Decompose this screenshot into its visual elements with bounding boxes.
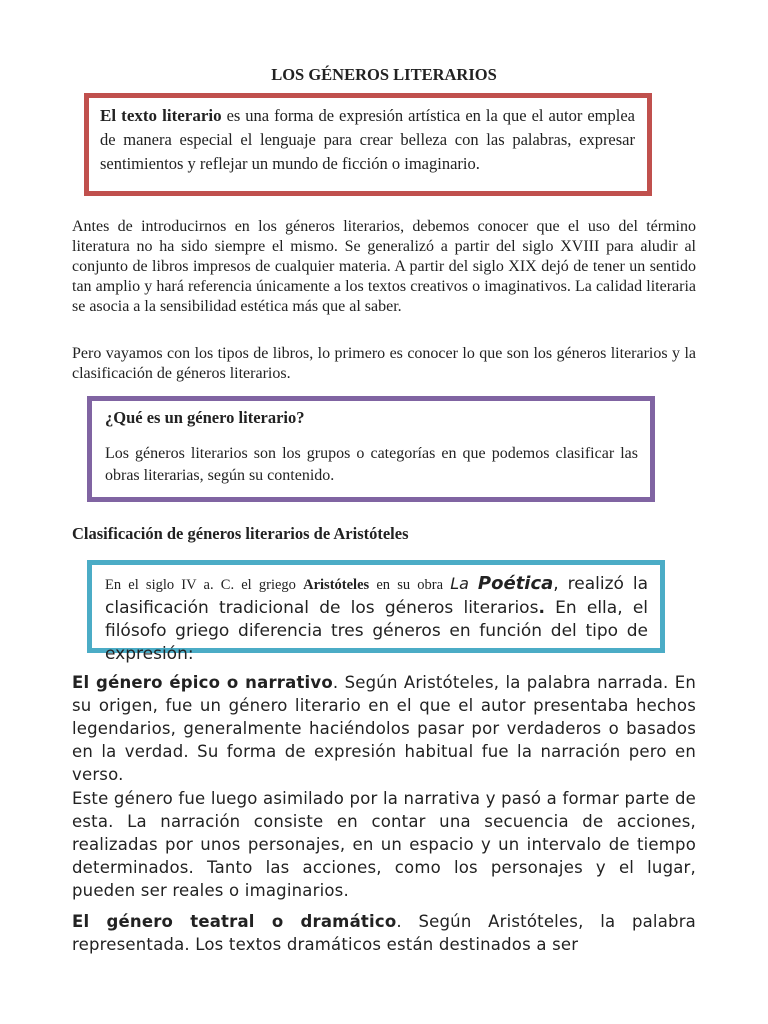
tipos-paragraph: Pero vayamos con los tipos de libros, lo primero es conocer lo que son los géneros literarios y la clasificación de géneros literarios. <box>72 345 696 382</box>
genero-epico-paragraph <box>72 671 696 786</box>
intro-paragraph: Antes de introducirnos en los géneros literarios, debemos conocer que el uso del término literatura no ha sido siempre el mismo. Se generalizó a partir del siglo XVIII para aludir al conjunto de libros impresos de cualquier materia. A partir del siglo XIX dejó de tener un sentido tan amplio y hará referencia únicamente a los textos creativos o imaginativos. La calidad literaria se asocia a la sensibilidad estética más que al saber. <box>72 218 696 315</box>
aristoteles-part2: en su obra <box>369 577 451 593</box>
aristoteles-box <box>87 560 665 664</box>
genero-teatral-term: El género teatral o dramático <box>72 912 397 931</box>
poetica-title: Poética <box>477 573 554 594</box>
narrativa-paragraph: Este género fue luego asimilado por la narrativa y pasó a formar parte de esta. La narración consiste en contar una secuencia de acciones, realizadas por unos personajes, en un espacio y un intervalo de tiempo determinados. Tanto las acciones, como los personajes y el lugar, pueden ser reales o imaginarios. <box>72 789 696 900</box>
genero-definition: Los géneros literarios son los grupos o categorías en que podemos clasificar las obras literarias, según su contenido. <box>105 445 638 484</box>
genero-teatral-paragraph <box>72 910 696 956</box>
aristoteles-text <box>105 572 648 666</box>
genero-teatral-text: . Según Aristóteles, la palabra representada. Los textos dramáticos están destinados a ser <box>72 912 696 954</box>
texto-literario-box <box>84 93 652 196</box>
aristoteles-part3: , realizó la clasificación tradicional de los géneros literarios <box>105 574 649 618</box>
page-title: LOS GÉNEROS LITERARIOS <box>271 65 497 85</box>
texto-literario-definition <box>100 104 635 176</box>
aristoteles-name: Aristóteles <box>303 577 370 593</box>
la-italic: La <box>450 574 469 593</box>
aristoteles-dot: . <box>538 598 545 618</box>
texto-literario-term: El texto literario <box>100 106 222 125</box>
clasificacion-heading: Clasificación de géneros literarios de Aristóteles <box>72 524 409 543</box>
aristoteles-part1: En el siglo IV a. C. el griego <box>105 577 304 593</box>
texto-literario-text: es una forma de expresión artística en la que el autor emplea de manera especial el lenguaje para crear belleza con las palabras, expresar sentimientos y reflejar un mundo de ficción o imaginario. <box>100 106 635 173</box>
genero-question: ¿Qué es un género literario? <box>105 408 305 427</box>
genero-epico-term: El género épico o narrativo <box>72 673 333 692</box>
genero-literario-box <box>87 396 655 502</box>
genero-epico-text: . Según Aristóteles, la palabra narrada. En su origen, fue un género literario en el que el autor presentaba hechos legendarios, generalmente haciéndolos pasar por verdaderos o basados en la verdad. Su forma de expresión habitual fue la narración pero en verso. <box>72 673 696 784</box>
aristoteles-part4: En ella, el filósofo griego diferencia tres géneros en función del tipo de expresión: <box>105 598 649 664</box>
